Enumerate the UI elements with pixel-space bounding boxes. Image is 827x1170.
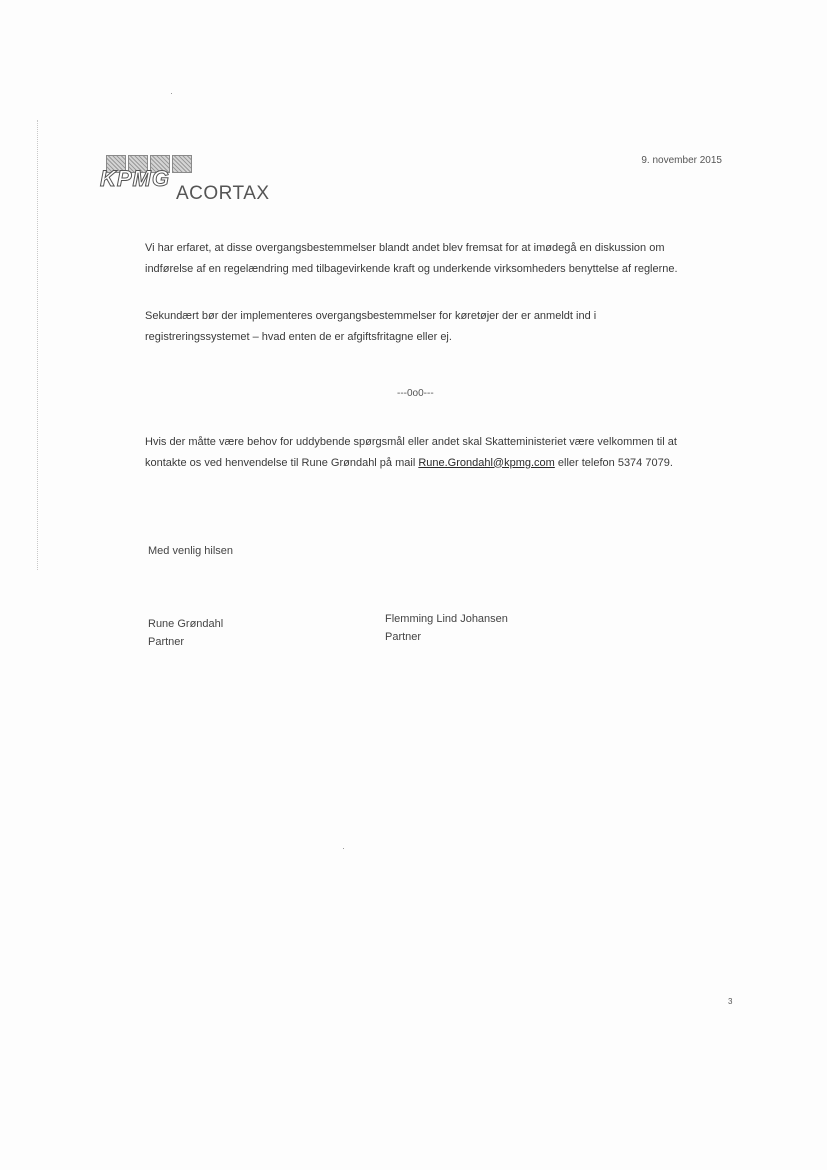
company-name: ACORTAX (176, 183, 270, 204)
email-link[interactable]: Rune.Grondahl@kpmg.com (418, 456, 555, 469)
kpmg-logo-text: KPMG (100, 166, 170, 191)
paragraph-3-text-after: eller telefon 5374 7079. (554, 456, 673, 469)
paragraph-3-text-before: Hvis der måtte være behov for uddybende spørgsmål eller andet skal Skatteministeriet være velkommen til at kontakte os ved henvendelse til Rune Grøndahl på mail (145, 436, 677, 469)
closing-greeting: Med venlig hilsen (148, 545, 233, 557)
scan-speck (343, 848, 344, 849)
signer-title: Partner (148, 636, 185, 648)
signer-name: Rune Grøndahl (148, 618, 224, 630)
signature-block-1 (148, 615, 223, 651)
signer-name: Flemming Lind Johansen (385, 613, 508, 625)
scan-speck (171, 93, 172, 94)
signature-block-2 (385, 610, 508, 646)
section-separator: ---0o0--- (397, 388, 434, 399)
body-paragraph-3 (145, 432, 690, 473)
kpmg-acortax-logo (100, 150, 300, 210)
page-number: 3 (728, 997, 733, 1006)
body-paragraph-2: Sekundært bør der implementeres overgangsbestemmelser for køretøjer der er anmeldt ind i registreringssystemet – hvad enten de er afgiftsfritagne eller ej. (145, 310, 597, 343)
letter-date: 9. november 2015 (641, 155, 722, 166)
signer-title: Partner (385, 631, 422, 643)
scan-edge-marks (37, 120, 39, 570)
body-paragraph-1: Vi har erfaret, at disse overgangsbestemmelser blandt andet blev fremsat for at imødegå en diskussion om indførelse af en regelændring med tilbagevirkende kraft og underkende virksomheders benyttelse af reglerne. (145, 242, 678, 275)
